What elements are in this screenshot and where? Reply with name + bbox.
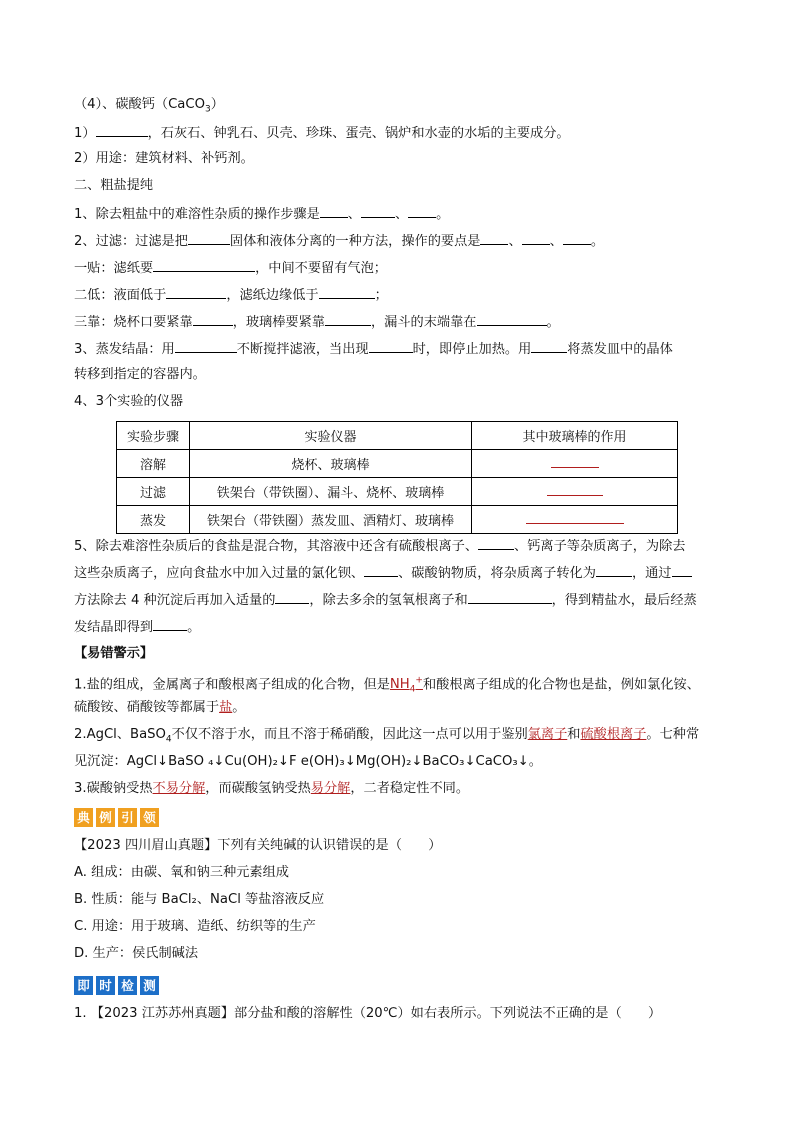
section4-item2: 2）用途：建筑材料、补钙剂。	[74, 151, 254, 166]
table-header-row	[117, 422, 678, 450]
easy-decompose-highlight: 易分解	[310, 781, 351, 796]
sulfate-highlight: 硫酸根离子	[580, 727, 647, 742]
option-b[interactable]: B. 性质：能与 BaCl₂、NaCl 等盐溶液反应	[74, 892, 325, 907]
warning-3: 3.碳酸钠受热不易分解，而碳酸氢钠受热易分解，二者稳定性不同。	[74, 781, 470, 796]
answer-blank[interactable]	[153, 618, 187, 631]
badge-char: 引	[118, 808, 137, 827]
answer-blank[interactable]	[153, 259, 255, 272]
table-row	[117, 478, 678, 506]
table-cell-role	[472, 506, 678, 534]
answer-blank[interactable]	[166, 286, 226, 299]
answer-blank[interactable]	[361, 205, 395, 218]
warning-2-line1: 2.AgCl、BaSO$_4$不仅不溶于水，而且不溶于稀硝酸，因此这一点可以用于鉴别氯离子和硫酸根离子。七种常	[74, 727, 700, 745]
table-header: 实验步骤	[117, 422, 190, 450]
evaporation-line2: 转移到指定的容器内。	[74, 367, 206, 382]
example-banner	[74, 808, 159, 827]
impurity-line3: 方法除去 4 种沉淀后再加入适量的 ，除去多余的氢氧根离子和 ，得到精盐水，最后经蒸	[74, 593, 697, 608]
answer-blank[interactable]	[408, 205, 436, 218]
warning-2-line2: 见沉淀：AgCl↓BaSO ₄↓Cu(OH)₂↓F e(OH)₃↓Mg(OH)₂↓BaCO₃↓CaCO₃↓。	[74, 754, 542, 769]
answer-blank[interactable]	[275, 591, 309, 604]
example-question: 【2023 四川眉山真题】下列有关纯碱的认识错误的是（ ）	[74, 838, 442, 853]
warning-1-line2: 硫酸铵、硝酸铵等都属于盐。	[74, 700, 246, 715]
nh4-highlight: $NH_4^+$	[389, 676, 423, 696]
check-banner	[74, 976, 159, 995]
answer-blank[interactable]	[193, 313, 233, 326]
table-row	[117, 506, 678, 534]
table-cell-role	[472, 450, 678, 478]
chloride-highlight: 氯离子	[527, 727, 568, 742]
answer-blank[interactable]	[468, 591, 552, 604]
option-c[interactable]: C. 用途：用于玻璃、造纸、纺织等的生产	[74, 919, 316, 934]
table-cell-step: 溶解	[117, 450, 190, 478]
evaporation-line1: 3、蒸发结晶：用 不断搅拌滤液，当出现 时，即停止加热。用 将蒸发皿中的晶体	[74, 342, 673, 357]
answer-blank[interactable]	[547, 483, 603, 496]
answer-blank[interactable]	[531, 340, 567, 353]
answer-blank[interactable]	[596, 564, 632, 577]
table-row	[117, 450, 678, 478]
sankao-line: 三靠：烧杯口要紧靠 ，玻璃棒要紧靠 ，漏斗的末端靠在 。	[74, 315, 560, 330]
badge-char: 即	[74, 976, 93, 995]
salt-highlight: 盐	[219, 700, 233, 715]
section4-title: （4）、碳酸钙（CaCO$_3$）	[74, 97, 224, 115]
table-cell-instruments: 铁架台（带铁圈）、漏斗、烧杯、玻璃棒	[190, 478, 472, 506]
badge-char: 例	[96, 808, 115, 827]
answer-blank[interactable]	[96, 124, 148, 137]
warning-1-line1: 1.盐的组成，金属离子和酸根离子组成的化合物，但是$NH_4^+$和酸根离子组成的化合物也是盐，例如氯化铵、	[74, 676, 700, 696]
answer-blank[interactable]	[563, 232, 591, 245]
answer-blank[interactable]	[526, 511, 624, 524]
badge-char: 领	[140, 808, 159, 827]
section-heading-crude-salt: 二、粗盐提纯	[74, 178, 154, 193]
answer-blank[interactable]	[522, 232, 550, 245]
answer-blank[interactable]	[188, 232, 230, 245]
erdi-line: 二低：液面低于 ，滤纸边缘低于 ；	[74, 288, 388, 303]
badge-char: 时	[96, 976, 115, 995]
table-cell-role	[472, 478, 678, 506]
answer-blank[interactable]	[478, 537, 514, 550]
answer-blank[interactable]	[369, 340, 413, 353]
filtration-paragraph: 2、过滤：过滤是把 固体和液体分离的一种方法，操作的要点是 、 、 。	[74, 234, 605, 249]
not-easy-decompose-highlight: 不易分解	[152, 781, 206, 796]
answer-blank[interactable]	[319, 286, 375, 299]
section4-item1: 1） ，石灰石、钟乳石、贝壳、珍珠、蛋壳、锅炉和水壶的水垢的主要成分。	[74, 126, 570, 141]
warning-heading: 【易错警示】	[74, 646, 154, 661]
badge-char: 典	[74, 808, 93, 827]
impurity-line2: 这些杂质离子，应向食盐水中加入过量的氯化钡、 、碳酸钠物质，将杂质离子转化为 ，通过	[74, 564, 692, 582]
table-header: 实验仪器	[190, 422, 472, 450]
instruments-table	[116, 421, 678, 534]
badge-char: 检	[118, 976, 137, 995]
answer-blank[interactable]	[320, 205, 348, 218]
answer-blank[interactable]	[480, 232, 508, 245]
table-cell-step: 蒸发	[117, 506, 190, 534]
check-question: 1. 【2023 江苏苏州真题】部分盐和酸的溶解性（20℃）如右表所示。下列说法不正确的是（ ）	[74, 1006, 662, 1021]
table-cell-instruments: 铁架台（带铁圈）蒸发皿、酒精灯、玻璃棒	[190, 506, 472, 534]
option-d[interactable]: D. 生产：侯氏制碱法	[74, 946, 199, 961]
yitie-line: 一贴：滤纸要 ，中间不要留有气泡；	[74, 261, 387, 276]
option-a[interactable]: A. 组成：由碳、氧和钠三种元素组成	[74, 865, 289, 880]
answer-blank[interactable]	[551, 455, 599, 468]
step1-paragraph: 1、除去粗盐中的难溶性杂质的操作步骤是 、 、 。	[74, 207, 450, 222]
answer-blank[interactable]	[364, 564, 398, 577]
answer-blank[interactable]	[325, 313, 371, 326]
table-cell-step: 过滤	[117, 478, 190, 506]
answer-blank[interactable]	[477, 313, 547, 326]
instruments-heading: 4、3个实验的仪器	[74, 394, 184, 409]
answer-blank[interactable]	[672, 564, 692, 577]
answer-blank[interactable]	[175, 340, 237, 353]
badge-char: 测	[140, 976, 159, 995]
table-header: 其中玻璃棒的作用	[472, 422, 678, 450]
impurity-line1: 5、除去难溶性杂质后的食盐是混合物，其溶液中还含有硫酸根离子、 、钙离子等杂质离子，为除去	[74, 539, 686, 554]
table-cell-instruments: 烧杯、玻璃棒	[190, 450, 472, 478]
impurity-line4: 发结晶即得到 。	[74, 620, 201, 635]
